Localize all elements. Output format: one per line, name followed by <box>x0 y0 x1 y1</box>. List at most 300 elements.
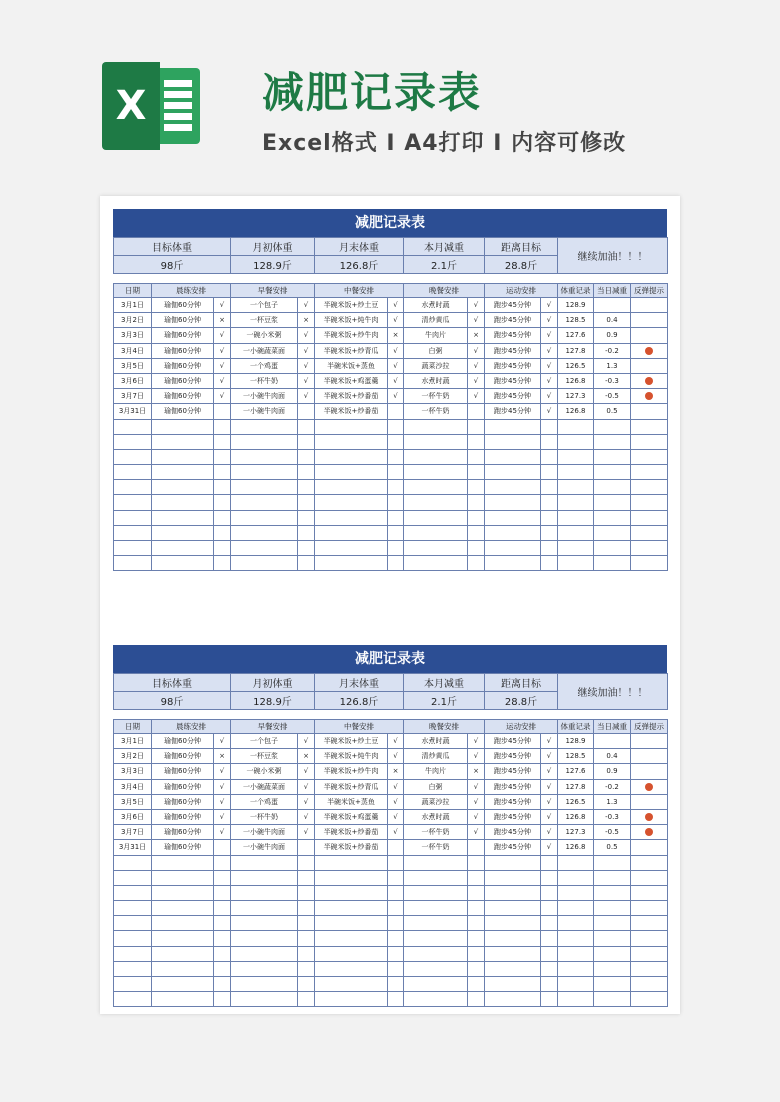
cell-date: 3月1日 <box>114 298 152 313</box>
empty-cell <box>404 961 468 976</box>
column-header: 日期 <box>114 284 152 298</box>
cell-dinner: 清炒黄瓜 <box>404 313 468 328</box>
empty-cell <box>558 495 594 510</box>
empty-cell <box>315 961 388 976</box>
cell-d-mark: √ <box>468 825 485 840</box>
empty-cell <box>152 510 214 525</box>
cell-lunch: 半碗米饭+蒸鱼 <box>315 794 388 809</box>
empty-cell <box>468 525 485 540</box>
cell-lunch: 半碗米饭+炖牛肉 <box>315 313 388 328</box>
rebound-alert-icon <box>645 828 653 836</box>
empty-row <box>114 885 668 900</box>
empty-cell <box>388 931 404 946</box>
empty-cell <box>404 525 468 540</box>
empty-cell <box>315 885 388 900</box>
empty-cell <box>388 541 404 556</box>
empty-cell <box>541 885 558 900</box>
cell-breakfast: 一碗小米粥 <box>231 328 298 343</box>
cell-loss: -0.3 <box>594 809 631 824</box>
cell-morning: 瑜伽60分钟 <box>152 734 214 749</box>
empty-cell <box>468 961 485 976</box>
empty-cell <box>631 510 668 525</box>
column-header: 晨练安排 <box>152 284 231 298</box>
empty-cell <box>152 449 214 464</box>
cell-rebound <box>631 298 668 313</box>
column-header: 运动安排 <box>485 720 558 734</box>
empty-cell <box>152 977 214 992</box>
empty-row <box>114 495 668 510</box>
empty-cell <box>541 977 558 992</box>
empty-cell <box>541 465 558 480</box>
daily-record-table <box>113 719 668 1007</box>
empty-cell <box>298 419 315 434</box>
cell-exercise: 跑步45分钟 <box>485 764 541 779</box>
empty-cell <box>214 480 231 495</box>
cell-l-mark <box>388 404 404 419</box>
empty-cell <box>114 931 152 946</box>
cell-lunch: 半碗米饭+炒牛肉 <box>315 328 388 343</box>
cell-weight: 127.3 <box>558 825 594 840</box>
empty-cell <box>558 855 594 870</box>
empty-cell <box>594 449 631 464</box>
cell-exercise: 跑步45分钟 <box>485 779 541 794</box>
empty-cell <box>231 885 298 900</box>
empty-cell <box>231 495 298 510</box>
empty-cell <box>404 977 468 992</box>
cell-l-mark: √ <box>388 809 404 824</box>
cheer-text: 继续加油！！！ <box>558 238 668 274</box>
cell-morning: 瑜伽60分钟 <box>152 809 214 824</box>
cell-weight: 127.6 <box>558 328 594 343</box>
empty-cell <box>541 916 558 931</box>
empty-cell <box>468 916 485 931</box>
empty-cell <box>404 946 468 961</box>
cell-loss <box>594 298 631 313</box>
empty-cell <box>114 510 152 525</box>
empty-cell <box>594 556 631 571</box>
cell-dinner: 水煮时蔬 <box>404 298 468 313</box>
cell-lunch: 半碗米饭+炒番茄 <box>315 825 388 840</box>
cell-exercise: 跑步45分钟 <box>485 343 541 358</box>
column-header: 晚餐安排 <box>404 284 485 298</box>
empty-cell <box>594 931 631 946</box>
cell-breakfast: 一个包子 <box>231 734 298 749</box>
empty-cell <box>468 992 485 1007</box>
empty-cell <box>152 855 214 870</box>
cell-weight: 127.8 <box>558 343 594 358</box>
cell-date: 3月7日 <box>114 825 152 840</box>
empty-cell <box>541 449 558 464</box>
empty-cell <box>298 961 315 976</box>
cell-e-mark: √ <box>541 358 558 373</box>
empty-cell <box>404 541 468 556</box>
cell-loss: -0.2 <box>594 343 631 358</box>
cell-breakfast: 一杯牛奶 <box>231 373 298 388</box>
cell-e-mark: √ <box>541 734 558 749</box>
rebound-alert-icon <box>645 392 653 400</box>
empty-cell <box>152 931 214 946</box>
cell-d-mark: √ <box>468 734 485 749</box>
empty-cell <box>152 885 214 900</box>
empty-cell <box>388 449 404 464</box>
empty-cell <box>315 480 388 495</box>
cell-morning: 瑜伽60分钟 <box>152 764 214 779</box>
empty-cell <box>152 870 214 885</box>
cell-b-mark: √ <box>298 358 315 373</box>
cell-l-mark: × <box>388 764 404 779</box>
empty-cell <box>214 556 231 571</box>
empty-cell <box>594 946 631 961</box>
empty-cell <box>231 465 298 480</box>
empty-cell <box>558 931 594 946</box>
empty-cell <box>558 480 594 495</box>
cell-morning: 瑜伽60分钟 <box>152 389 214 404</box>
cell-l-mark: √ <box>388 749 404 764</box>
cell-d-mark: √ <box>468 298 485 313</box>
rebound-alert-icon <box>645 347 653 355</box>
cell-weight: 126.8 <box>558 373 594 388</box>
empty-cell <box>152 434 214 449</box>
empty-cell <box>315 541 388 556</box>
cell-b-mark: √ <box>298 328 315 343</box>
cell-breakfast: 一杯豆浆 <box>231 749 298 764</box>
cell-morning: 瑜伽60分钟 <box>152 825 214 840</box>
empty-cell <box>631 556 668 571</box>
cell-d-mark: √ <box>468 794 485 809</box>
empty-cell <box>231 480 298 495</box>
empty-cell <box>315 449 388 464</box>
cell-breakfast: 一小碗牛肉面 <box>231 840 298 855</box>
empty-cell <box>404 419 468 434</box>
empty-cell <box>298 931 315 946</box>
empty-cell <box>114 992 152 1007</box>
empty-cell <box>388 901 404 916</box>
empty-cell <box>594 510 631 525</box>
cell-morning: 瑜伽60分钟 <box>152 840 214 855</box>
cell-loss: 0.5 <box>594 840 631 855</box>
empty-cell <box>631 885 668 900</box>
empty-cell <box>631 541 668 556</box>
cell-l-mark: √ <box>388 794 404 809</box>
table-row <box>114 779 668 794</box>
cell-d-mark: √ <box>468 343 485 358</box>
summary-value: 126.8斤 <box>315 692 404 710</box>
cell-lunch: 半碗米饭+炒番茄 <box>315 404 388 419</box>
empty-cell <box>152 525 214 540</box>
table-row <box>114 373 668 388</box>
empty-cell <box>485 495 541 510</box>
cell-lunch: 半碗米饭+炒番茄 <box>315 389 388 404</box>
empty-cell <box>231 434 298 449</box>
empty-cell <box>485 992 541 1007</box>
cell-date: 3月31日 <box>114 404 152 419</box>
empty-cell <box>214 961 231 976</box>
cell-weight: 126.8 <box>558 404 594 419</box>
column-header: 中餐安排 <box>315 720 404 734</box>
empty-cell <box>388 525 404 540</box>
cell-lunch: 半碗米饭+鸡蛋羹 <box>315 809 388 824</box>
empty-cell <box>404 465 468 480</box>
empty-cell <box>485 556 541 571</box>
cell-m-mark: √ <box>214 328 231 343</box>
empty-row <box>114 931 668 946</box>
table-row <box>114 764 668 779</box>
empty-cell <box>231 556 298 571</box>
empty-cell <box>214 916 231 931</box>
empty-cell <box>315 916 388 931</box>
empty-cell <box>468 541 485 556</box>
cell-loss: 0.5 <box>594 404 631 419</box>
summary-header: 月初体重 <box>231 674 315 692</box>
empty-cell <box>631 465 668 480</box>
cell-b-mark: × <box>298 749 315 764</box>
empty-cell <box>298 870 315 885</box>
summary-value: 128.9斤 <box>231 692 315 710</box>
cell-b-mark: √ <box>298 298 315 313</box>
summary-value: 128.9斤 <box>231 256 315 274</box>
summary-value: 2.1斤 <box>404 692 485 710</box>
sheet-title: 减肥记录表 <box>113 209 667 237</box>
cell-e-mark: √ <box>541 389 558 404</box>
cell-morning: 瑜伽60分钟 <box>152 779 214 794</box>
empty-cell <box>388 946 404 961</box>
empty-cell <box>152 541 214 556</box>
cell-e-mark: √ <box>541 794 558 809</box>
cell-exercise: 跑步45分钟 <box>485 809 541 824</box>
empty-cell <box>558 916 594 931</box>
empty-cell <box>214 977 231 992</box>
table-row <box>114 328 668 343</box>
empty-cell <box>298 465 315 480</box>
empty-cell <box>388 495 404 510</box>
empty-cell <box>231 992 298 1007</box>
cell-dinner: 水煮时蔬 <box>404 809 468 824</box>
table-row <box>114 343 668 358</box>
empty-cell <box>485 419 541 434</box>
empty-cell <box>468 556 485 571</box>
empty-row <box>114 961 668 976</box>
cell-exercise: 跑步45分钟 <box>485 313 541 328</box>
cell-morning: 瑜伽60分钟 <box>152 794 214 809</box>
cell-breakfast: 一小碗牛肉面 <box>231 389 298 404</box>
empty-cell <box>468 977 485 992</box>
empty-cell <box>541 855 558 870</box>
empty-cell <box>114 901 152 916</box>
table-row <box>114 794 668 809</box>
empty-cell <box>594 419 631 434</box>
cell-date: 3月4日 <box>114 343 152 358</box>
sheet-title: 减肥记录表 <box>113 645 667 673</box>
empty-cell <box>485 901 541 916</box>
cell-d-mark: √ <box>468 809 485 824</box>
rebound-alert-icon <box>645 813 653 821</box>
empty-cell <box>214 885 231 900</box>
empty-row <box>114 901 668 916</box>
empty-cell <box>558 465 594 480</box>
cell-l-mark: √ <box>388 343 404 358</box>
cell-rebound <box>631 734 668 749</box>
summary-header: 本月减重 <box>404 674 485 692</box>
cell-rebound <box>631 313 668 328</box>
cell-e-mark: √ <box>541 373 558 388</box>
cell-b-mark: √ <box>298 373 315 388</box>
summary-header: 月初体重 <box>231 238 315 256</box>
cell-m-mark: √ <box>214 343 231 358</box>
summary-header: 月末体重 <box>315 674 404 692</box>
cell-breakfast: 一碗小米粥 <box>231 764 298 779</box>
cell-date: 3月6日 <box>114 373 152 388</box>
cell-d-mark <box>468 404 485 419</box>
cell-l-mark: √ <box>388 358 404 373</box>
empty-cell <box>152 465 214 480</box>
summary-header-row <box>114 674 668 692</box>
column-header: 中餐安排 <box>315 284 404 298</box>
cell-morning: 瑜伽60分钟 <box>152 749 214 764</box>
summary-value: 98斤 <box>114 692 231 710</box>
table-row <box>114 313 668 328</box>
empty-cell <box>631 870 668 885</box>
empty-cell <box>388 510 404 525</box>
cheer-text: 继续加油！！！ <box>558 674 668 710</box>
empty-cell <box>114 465 152 480</box>
cell-lunch: 半碗米饭+炒青瓜 <box>315 343 388 358</box>
empty-cell <box>558 525 594 540</box>
daily-record-table <box>113 283 668 571</box>
cell-exercise: 跑步45分钟 <box>485 389 541 404</box>
empty-cell <box>485 946 541 961</box>
empty-cell <box>114 434 152 449</box>
empty-cell <box>298 525 315 540</box>
empty-cell <box>388 885 404 900</box>
empty-row <box>114 946 668 961</box>
empty-cell <box>152 901 214 916</box>
empty-cell <box>231 916 298 931</box>
empty-cell <box>594 465 631 480</box>
cell-loss <box>594 734 631 749</box>
column-header: 晚餐安排 <box>404 720 485 734</box>
empty-cell <box>541 901 558 916</box>
cell-b-mark: √ <box>298 734 315 749</box>
cell-weight: 128.9 <box>558 734 594 749</box>
cell-rebound <box>631 840 668 855</box>
column-header: 日期 <box>114 720 152 734</box>
empty-cell <box>388 434 404 449</box>
empty-cell <box>631 449 668 464</box>
empty-cell <box>315 556 388 571</box>
empty-cell <box>231 525 298 540</box>
empty-cell <box>298 992 315 1007</box>
cell-weight: 127.6 <box>558 764 594 779</box>
column-header: 晨练安排 <box>152 720 231 734</box>
empty-cell <box>541 931 558 946</box>
cell-date: 3月2日 <box>114 749 152 764</box>
cell-breakfast: 一小碗牛肉面 <box>231 825 298 840</box>
cell-l-mark: √ <box>388 825 404 840</box>
cell-date: 3月6日 <box>114 809 152 824</box>
empty-cell <box>558 449 594 464</box>
cell-weight: 126.8 <box>558 840 594 855</box>
cell-rebound <box>631 764 668 779</box>
empty-cell <box>631 901 668 916</box>
cell-exercise: 跑步45分钟 <box>485 734 541 749</box>
empty-cell <box>152 556 214 571</box>
cell-dinner: 一杯牛奶 <box>404 825 468 840</box>
empty-row <box>114 510 668 525</box>
empty-cell <box>315 992 388 1007</box>
empty-cell <box>404 449 468 464</box>
empty-cell <box>541 556 558 571</box>
column-header: 反弹提示 <box>631 284 668 298</box>
table-row <box>114 389 668 404</box>
empty-cell <box>631 961 668 976</box>
empty-cell <box>214 992 231 1007</box>
empty-cell <box>114 961 152 976</box>
empty-cell <box>214 870 231 885</box>
empty-cell <box>214 901 231 916</box>
empty-cell <box>468 495 485 510</box>
empty-cell <box>485 931 541 946</box>
empty-cell <box>485 916 541 931</box>
cell-m-mark: √ <box>214 734 231 749</box>
cell-exercise: 跑步45分钟 <box>485 749 541 764</box>
cell-weight: 126.5 <box>558 794 594 809</box>
empty-cell <box>298 480 315 495</box>
empty-cell <box>541 541 558 556</box>
empty-cell <box>541 961 558 976</box>
cell-exercise: 跑步45分钟 <box>485 298 541 313</box>
empty-cell <box>214 449 231 464</box>
empty-cell <box>468 946 485 961</box>
empty-cell <box>468 931 485 946</box>
cell-exercise: 跑步45分钟 <box>485 794 541 809</box>
cell-e-mark: √ <box>541 343 558 358</box>
cell-e-mark: √ <box>541 779 558 794</box>
cell-b-mark: × <box>298 313 315 328</box>
cell-rebound <box>631 749 668 764</box>
column-header: 当日减重 <box>594 284 631 298</box>
empty-cell <box>541 495 558 510</box>
empty-cell <box>594 901 631 916</box>
empty-cell <box>114 916 152 931</box>
cell-m-mark: × <box>214 749 231 764</box>
empty-cell <box>298 916 315 931</box>
empty-cell <box>231 977 298 992</box>
empty-cell <box>558 901 594 916</box>
cell-rebound <box>631 404 668 419</box>
empty-cell <box>298 556 315 571</box>
empty-cell <box>594 855 631 870</box>
empty-cell <box>558 556 594 571</box>
empty-cell <box>315 870 388 885</box>
cell-dinner: 一杯牛奶 <box>404 404 468 419</box>
empty-cell <box>315 434 388 449</box>
summary-table <box>113 673 668 710</box>
cell-loss: 1.3 <box>594 358 631 373</box>
empty-cell <box>485 885 541 900</box>
cell-d-mark: √ <box>468 389 485 404</box>
empty-cell <box>631 525 668 540</box>
cell-loss: 0.9 <box>594 328 631 343</box>
empty-cell <box>152 961 214 976</box>
cell-lunch: 半碗米饭+炒土豆 <box>315 734 388 749</box>
cell-date: 3月5日 <box>114 794 152 809</box>
empty-cell <box>231 855 298 870</box>
empty-cell <box>298 510 315 525</box>
cell-e-mark: √ <box>541 404 558 419</box>
empty-row <box>114 419 668 434</box>
cell-e-mark: √ <box>541 809 558 824</box>
cell-dinner: 清炒黄瓜 <box>404 749 468 764</box>
